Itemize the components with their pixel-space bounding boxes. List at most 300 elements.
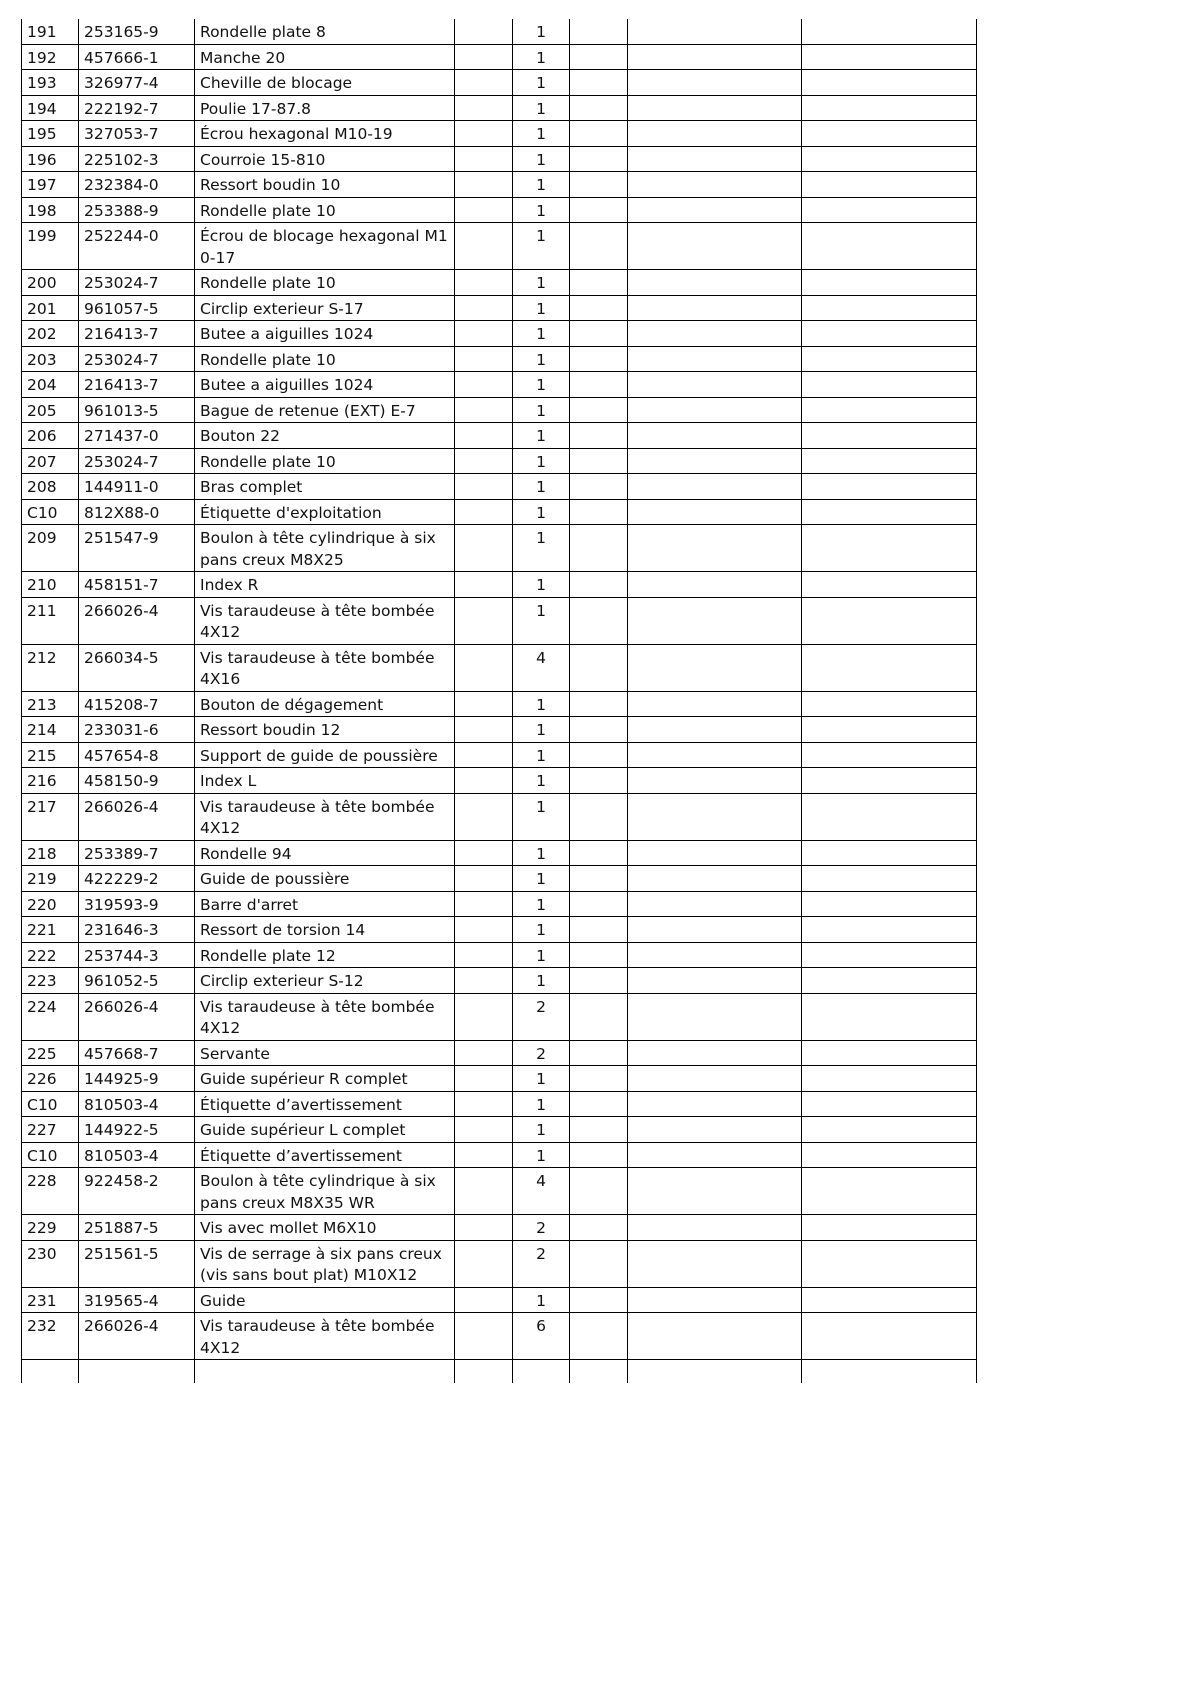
table-row (22, 321, 977, 347)
description-cell: Circlip exterieur S-12 (195, 968, 455, 994)
empty-cell (455, 1117, 513, 1143)
empty-cell (628, 44, 802, 70)
table-row (22, 197, 977, 223)
empty-cell (455, 866, 513, 892)
empty-cell (628, 742, 802, 768)
item-number-cell: 191 (22, 19, 79, 44)
quantity-cell: 1 (513, 793, 570, 840)
description-cell: Vis taraudeuse à tête bombée 4X12 (195, 793, 455, 840)
description-cell: Vis taraudeuse à tête bombée 4X12 (195, 597, 455, 644)
empty-cell (628, 270, 802, 296)
item-number-cell: 228 (22, 1168, 79, 1215)
empty-cell (455, 1313, 513, 1360)
table-row (22, 793, 977, 840)
empty-cell (570, 121, 628, 147)
quantity-cell: 2 (513, 1040, 570, 1066)
table-row (22, 1117, 977, 1143)
empty-cell (455, 321, 513, 347)
empty-cell (455, 840, 513, 866)
empty-cell (570, 270, 628, 296)
empty-cell (455, 1360, 513, 1384)
table-row (22, 917, 977, 943)
table-row (22, 840, 977, 866)
table-row (22, 499, 977, 525)
item-number-cell: 213 (22, 691, 79, 717)
quantity-cell: 1 (513, 1117, 570, 1143)
empty-cell (628, 644, 802, 691)
empty-cell (570, 840, 628, 866)
empty-cell (455, 768, 513, 794)
empty-cell (802, 840, 977, 866)
empty-cell (570, 1142, 628, 1168)
empty-cell (455, 1215, 513, 1241)
empty-cell (802, 223, 977, 270)
quantity-cell: 1 (513, 146, 570, 172)
empty-cell (802, 742, 977, 768)
part-code-cell: 266026-4 (79, 993, 195, 1040)
empty-cell (802, 121, 977, 147)
empty-cell (570, 644, 628, 691)
description-cell: Boulon à tête cylindrique à six pans creux M8X25 (195, 525, 455, 572)
quantity-cell: 1 (513, 172, 570, 198)
quantity-cell: 1 (513, 597, 570, 644)
item-number-cell: 203 (22, 346, 79, 372)
empty-cell (802, 1313, 977, 1360)
empty-cell (455, 146, 513, 172)
table-row (22, 572, 977, 598)
table-row (22, 1313, 977, 1360)
empty-cell (455, 917, 513, 943)
empty-cell (802, 768, 977, 794)
empty-cell (455, 1240, 513, 1287)
empty-cell (628, 423, 802, 449)
empty-cell (455, 572, 513, 598)
part-code-cell: 231646-3 (79, 917, 195, 943)
empty-cell (628, 321, 802, 347)
part-code-cell: 961057-5 (79, 295, 195, 321)
quantity-cell: 1 (513, 768, 570, 794)
empty-cell (570, 19, 628, 44)
table-row (22, 346, 977, 372)
part-code-cell: 266026-4 (79, 597, 195, 644)
item-number-cell: 212 (22, 644, 79, 691)
item-number-cell: 227 (22, 1117, 79, 1143)
empty-cell (570, 372, 628, 398)
description-cell: Servante (195, 1040, 455, 1066)
table-row (22, 121, 977, 147)
empty-cell (570, 1215, 628, 1241)
item-number-cell: 217 (22, 793, 79, 840)
table-row (22, 448, 977, 474)
empty-cell (570, 321, 628, 347)
empty-cell (802, 146, 977, 172)
empty-cell (570, 1313, 628, 1360)
empty-cell (628, 993, 802, 1040)
empty-cell (628, 95, 802, 121)
table-row (22, 768, 977, 794)
empty-cell (455, 223, 513, 270)
table-row (22, 474, 977, 500)
part-code-cell: 216413-7 (79, 372, 195, 398)
part-code-cell: 144925-9 (79, 1066, 195, 1092)
empty-cell (628, 1168, 802, 1215)
empty-cell (455, 891, 513, 917)
quantity-cell: 1 (513, 372, 570, 398)
empty-cell (570, 172, 628, 198)
item-number-cell: 206 (22, 423, 79, 449)
empty-cell (455, 968, 513, 994)
empty-cell (802, 44, 977, 70)
quantity-cell: 1 (513, 70, 570, 96)
empty-cell (628, 572, 802, 598)
empty-cell (455, 121, 513, 147)
description-cell: Bouton 22 (195, 423, 455, 449)
empty-cell (628, 121, 802, 147)
table-row (22, 1142, 977, 1168)
table-row (22, 423, 977, 449)
description-cell: Manche 20 (195, 44, 455, 70)
description-cell: Bras complet (195, 474, 455, 500)
empty-cell (570, 1240, 628, 1287)
table-row (22, 1040, 977, 1066)
empty-cell (455, 525, 513, 572)
description-cell: Cheville de blocage (195, 70, 455, 96)
description-cell: Rondelle 94 (195, 840, 455, 866)
item-number-cell: 205 (22, 397, 79, 423)
table-row (22, 968, 977, 994)
empty-cell (802, 19, 977, 44)
empty-cell (628, 917, 802, 943)
empty-cell (628, 1142, 802, 1168)
empty-cell (628, 691, 802, 717)
item-number-cell: 201 (22, 295, 79, 321)
item-number-cell: 221 (22, 917, 79, 943)
empty-cell (455, 793, 513, 840)
item-number-cell: 197 (22, 172, 79, 198)
quantity-cell: 1 (513, 499, 570, 525)
empty-cell (628, 717, 802, 743)
empty-cell (455, 397, 513, 423)
empty-cell (628, 1313, 802, 1360)
empty-cell (570, 346, 628, 372)
empty-cell (802, 525, 977, 572)
part-code-cell: 961052-5 (79, 968, 195, 994)
description-cell: Guide (195, 1287, 455, 1313)
empty-cell (455, 742, 513, 768)
item-number-cell: 223 (22, 968, 79, 994)
table-row-empty (22, 1360, 977, 1384)
part-code-cell: 144922-5 (79, 1117, 195, 1143)
description-cell: Vis taraudeuse à tête bombée 4X12 (195, 993, 455, 1040)
item-number-cell: 208 (22, 474, 79, 500)
empty-cell (628, 19, 802, 44)
empty-cell (628, 499, 802, 525)
part-code-cell: 253389-7 (79, 840, 195, 866)
quantity-cell: 1 (513, 942, 570, 968)
table-row (22, 44, 977, 70)
empty-cell (802, 1040, 977, 1066)
table-row (22, 1240, 977, 1287)
empty-cell (570, 295, 628, 321)
empty-cell (802, 1168, 977, 1215)
empty-cell (628, 840, 802, 866)
item-number-cell: 218 (22, 840, 79, 866)
empty-cell (802, 717, 977, 743)
description-cell: Rondelle plate 10 (195, 448, 455, 474)
empty-cell (570, 793, 628, 840)
empty-cell (455, 1287, 513, 1313)
empty-cell (455, 597, 513, 644)
table-row (22, 70, 977, 96)
empty-cell (455, 448, 513, 474)
table-row (22, 372, 977, 398)
part-code-cell: 253744-3 (79, 942, 195, 968)
quantity-cell: 1 (513, 295, 570, 321)
table-row (22, 397, 977, 423)
empty-cell (570, 95, 628, 121)
description-cell: Courroie 15-810 (195, 146, 455, 172)
table-row (22, 146, 977, 172)
empty-cell (455, 1168, 513, 1215)
quantity-cell: 1 (513, 121, 570, 147)
part-code-cell: 266034-5 (79, 644, 195, 691)
empty-cell (455, 717, 513, 743)
item-number-cell: 194 (22, 95, 79, 121)
part-code-cell: 327053-7 (79, 121, 195, 147)
empty-cell (802, 499, 977, 525)
table-row (22, 1287, 977, 1313)
part-code-cell: 232384-0 (79, 172, 195, 198)
quantity-cell: 2 (513, 1240, 570, 1287)
quantity-cell: 6 (513, 1313, 570, 1360)
table-row (22, 95, 977, 121)
empty-cell (628, 968, 802, 994)
empty-cell (802, 95, 977, 121)
empty-cell (628, 197, 802, 223)
empty-cell (628, 525, 802, 572)
part-code-cell: 319565-4 (79, 1287, 195, 1313)
part-code-cell: 457654-8 (79, 742, 195, 768)
table-row (22, 172, 977, 198)
item-number-cell: 211 (22, 597, 79, 644)
description-cell: Guide supérieur R complet (195, 1066, 455, 1092)
empty-cell (455, 644, 513, 691)
part-code-cell: 144911-0 (79, 474, 195, 500)
table-row (22, 19, 977, 44)
empty-cell (802, 1091, 977, 1117)
description-cell: Butee a aiguilles 1024 (195, 321, 455, 347)
empty-cell (455, 197, 513, 223)
item-number-cell: 198 (22, 197, 79, 223)
empty-cell (802, 1360, 977, 1384)
description-cell: Barre d'arret (195, 891, 455, 917)
part-code-cell: 251547-9 (79, 525, 195, 572)
item-number-cell: 220 (22, 891, 79, 917)
empty-cell (802, 597, 977, 644)
part-code-cell: 251561-5 (79, 1240, 195, 1287)
empty-cell (79, 1360, 195, 1384)
item-number-cell: 219 (22, 866, 79, 892)
description-cell: Guide de poussière (195, 866, 455, 892)
quantity-cell: 1 (513, 525, 570, 572)
empty-cell (802, 321, 977, 347)
table-row (22, 644, 977, 691)
empty-cell (570, 1066, 628, 1092)
item-number-cell: 216 (22, 768, 79, 794)
table-row (22, 597, 977, 644)
empty-cell (628, 1066, 802, 1092)
empty-cell (628, 942, 802, 968)
item-number-cell: 193 (22, 70, 79, 96)
empty-cell (570, 1360, 628, 1384)
item-number-cell: 229 (22, 1215, 79, 1241)
quantity-cell: 4 (513, 644, 570, 691)
empty-cell (455, 372, 513, 398)
part-code-cell: 216413-7 (79, 321, 195, 347)
quantity-cell: 1 (513, 321, 570, 347)
part-code-cell: 458151-7 (79, 572, 195, 598)
empty-cell (570, 891, 628, 917)
item-number-cell: C10 (22, 1142, 79, 1168)
part-code-cell: 457666-1 (79, 44, 195, 70)
description-cell: Bouton de dégagement (195, 691, 455, 717)
empty-cell (570, 499, 628, 525)
empty-cell (802, 866, 977, 892)
table-row (22, 1215, 977, 1241)
empty-cell (802, 572, 977, 598)
empty-cell (570, 474, 628, 500)
item-number-cell: 215 (22, 742, 79, 768)
quantity-cell: 1 (513, 891, 570, 917)
part-code-cell: 271437-0 (79, 423, 195, 449)
quantity-cell: 1 (513, 742, 570, 768)
empty-cell (570, 397, 628, 423)
description-cell: Bague de retenue (EXT) E-7 (195, 397, 455, 423)
empty-cell (570, 917, 628, 943)
description-cell: Boulon à tête cylindrique à six pans creux M8X35 WR (195, 1168, 455, 1215)
empty-cell (570, 70, 628, 96)
empty-cell (628, 768, 802, 794)
quantity-cell: 1 (513, 572, 570, 598)
description-cell: Circlip exterieur S-17 (195, 295, 455, 321)
empty-cell (570, 146, 628, 172)
quantity-cell: 1 (513, 448, 570, 474)
quantity-cell: 1 (513, 866, 570, 892)
quantity-cell: 1 (513, 1066, 570, 1092)
quantity-cell: 1 (513, 95, 570, 121)
item-number-cell: 199 (22, 223, 79, 270)
item-number-cell: 196 (22, 146, 79, 172)
table-row (22, 270, 977, 296)
empty-cell (455, 270, 513, 296)
description-cell: Index L (195, 768, 455, 794)
empty-cell (802, 691, 977, 717)
empty-cell (455, 1040, 513, 1066)
description-cell: Ressort boudin 10 (195, 172, 455, 198)
empty-cell (570, 968, 628, 994)
empty-cell (455, 172, 513, 198)
quantity-cell: 1 (513, 19, 570, 44)
empty-cell (802, 917, 977, 943)
item-number-cell: 225 (22, 1040, 79, 1066)
empty-cell (802, 295, 977, 321)
empty-cell (455, 1142, 513, 1168)
description-cell: Poulie 17-87.8 (195, 95, 455, 121)
parts-list-table (21, 19, 977, 1383)
quantity-cell: 1 (513, 968, 570, 994)
empty-cell (628, 295, 802, 321)
description-cell: Rondelle plate 8 (195, 19, 455, 44)
table-row (22, 866, 977, 892)
table-row (22, 525, 977, 572)
empty-cell (570, 525, 628, 572)
quantity-cell: 1 (513, 717, 570, 743)
empty-cell (802, 644, 977, 691)
item-number-cell: 222 (22, 942, 79, 968)
empty-cell (802, 372, 977, 398)
empty-cell (570, 223, 628, 270)
empty-cell (570, 1091, 628, 1117)
empty-cell (802, 1287, 977, 1313)
empty-cell (570, 597, 628, 644)
empty-cell (455, 44, 513, 70)
item-number-cell: 195 (22, 121, 79, 147)
description-cell: Butee a aiguilles 1024 (195, 372, 455, 398)
part-code-cell: 225102-3 (79, 146, 195, 172)
item-number-cell: 214 (22, 717, 79, 743)
empty-cell (513, 1360, 570, 1384)
empty-cell (628, 346, 802, 372)
empty-cell (802, 1117, 977, 1143)
table-row (22, 223, 977, 270)
description-cell: Vis avec mollet M6X10 (195, 1215, 455, 1241)
description-cell: Guide supérieur L complet (195, 1117, 455, 1143)
part-code-cell: 812X88-0 (79, 499, 195, 525)
empty-cell (628, 1040, 802, 1066)
part-code-cell: 253024-7 (79, 448, 195, 474)
empty-cell (570, 1117, 628, 1143)
empty-cell (802, 1142, 977, 1168)
quantity-cell: 1 (513, 397, 570, 423)
empty-cell (628, 223, 802, 270)
empty-cell (628, 372, 802, 398)
empty-cell (802, 891, 977, 917)
empty-cell (628, 1287, 802, 1313)
empty-cell (570, 742, 628, 768)
empty-cell (455, 993, 513, 1040)
empty-cell (802, 968, 977, 994)
quantity-cell: 1 (513, 691, 570, 717)
quantity-cell: 1 (513, 270, 570, 296)
empty-cell (802, 270, 977, 296)
empty-cell (570, 866, 628, 892)
quantity-cell: 1 (513, 223, 570, 270)
item-number-cell: 230 (22, 1240, 79, 1287)
empty-cell (570, 768, 628, 794)
empty-cell (455, 295, 513, 321)
empty-cell (802, 172, 977, 198)
quantity-cell: 1 (513, 1287, 570, 1313)
empty-cell (455, 1066, 513, 1092)
quantity-cell: 2 (513, 1215, 570, 1241)
item-number-cell: 226 (22, 1066, 79, 1092)
part-code-cell: 810503-4 (79, 1091, 195, 1117)
table-row (22, 993, 977, 1040)
empty-cell (802, 1215, 977, 1241)
part-code-cell: 253024-7 (79, 346, 195, 372)
item-number-cell: 209 (22, 525, 79, 572)
empty-cell (802, 70, 977, 96)
